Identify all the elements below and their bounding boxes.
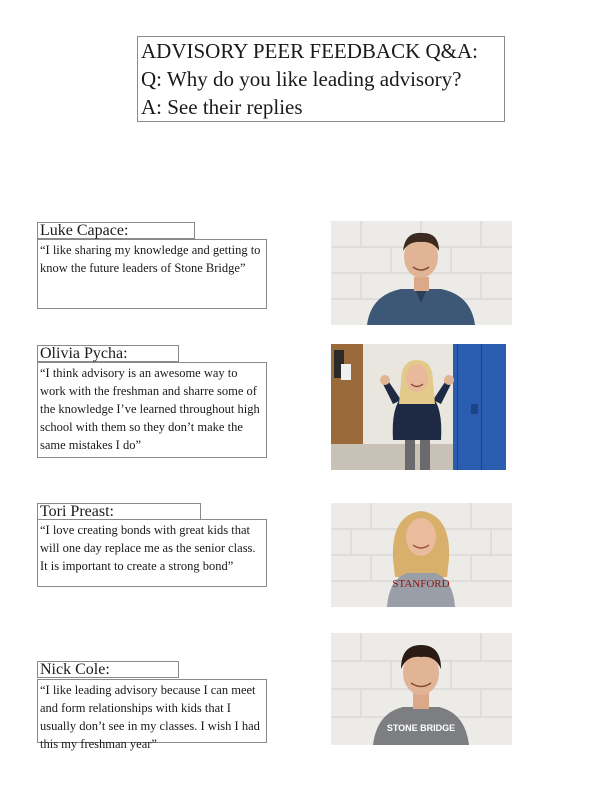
shirt-text: STONE BRIDGE	[386, 723, 456, 733]
entry-quote-nick: “I like leading advisory because I can meet and form relationships with kids that I usually don’t see in my classes. I wish I had this my freshman year”	[37, 679, 267, 743]
title-box	[137, 36, 505, 122]
entry-quote-olivia: “I think advisory is an awesome way to work with the freshman and sharre some of the knowledge I’ve learned throughout high school with them so they don’t make the same mistakes I do”	[37, 362, 267, 458]
entry-name-nick: Nick Cole:	[37, 661, 179, 678]
question-line: Q: Why do you like leading advisory?	[141, 67, 462, 91]
portrait-photo-luke	[331, 221, 512, 325]
shirt-text: STANFORD	[392, 578, 450, 590]
page-title: ADVISORY PEER FEEDBACK Q&A:	[141, 39, 479, 63]
entry-name-luke: Luke Capace:	[37, 222, 195, 239]
portrait-photo-olivia	[331, 344, 506, 470]
entry-name-olivia: Olivia Pycha:	[37, 345, 179, 362]
portrait-photo-tori	[331, 503, 512, 607]
entry-quote-luke: “I like sharing my knowledge and getting to know the future leaders of Stone Bridge”	[37, 239, 267, 309]
entry-quote-tori: “I love creating bonds with great kids that will one day replace me as the senior class. It is important to create a strong bond”	[37, 519, 267, 587]
answer-line: A: See their replies	[141, 95, 303, 119]
entry-name-tori: Tori Preast:	[37, 503, 201, 520]
portrait-photo-nick	[331, 633, 512, 745]
